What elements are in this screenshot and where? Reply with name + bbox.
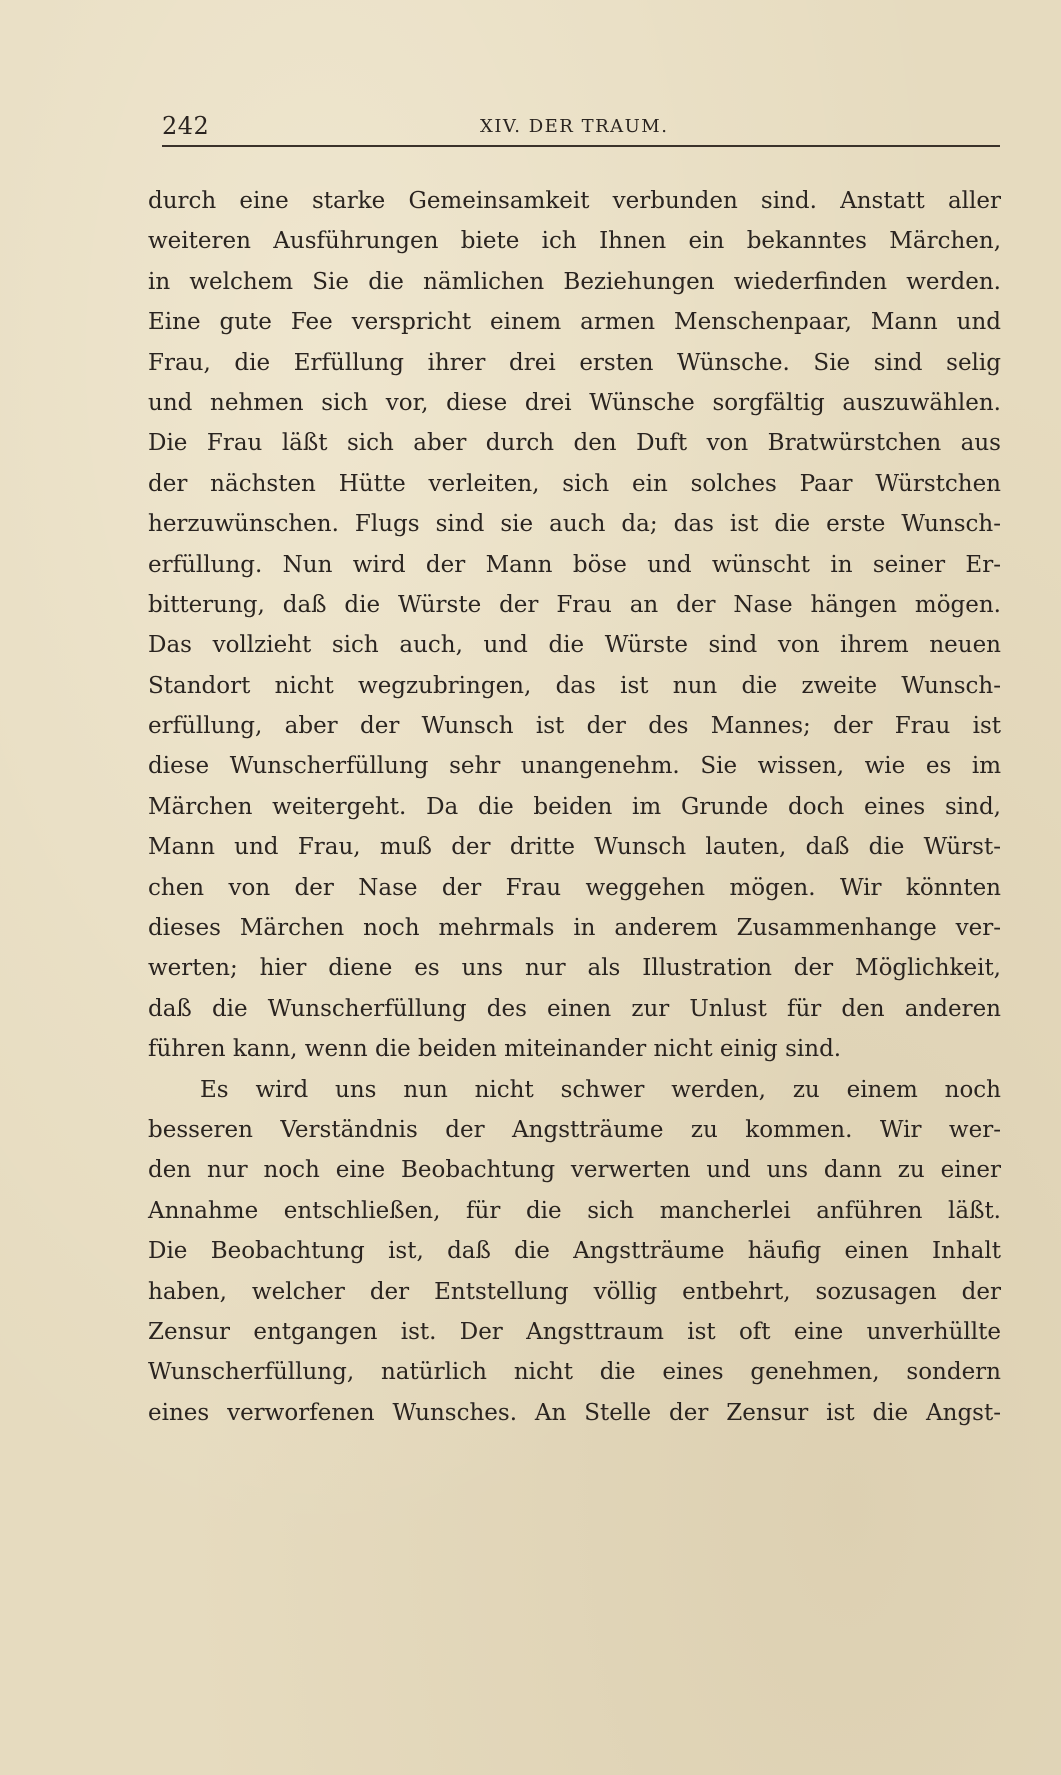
running-head: XIV. DER TRAUM. <box>480 116 669 137</box>
text-line: herzuwünschen. Flugs sind sie auch da; das ist die erste Wunsch- <box>148 511 1001 538</box>
text-line: Das vollzieht sich auch, und die Würste sind von ihrem neuen <box>148 632 1001 659</box>
text-line: Die Frau läßt sich aber durch den Duft von Bratwürstchen aus <box>148 430 1001 457</box>
text-line: in welchem Sie die nämlichen Beziehungen wiederfinden werden. <box>148 268 1001 295</box>
text-line: eines verworfenen Wunsches. An Stelle der Zensur ist die Angst- <box>148 1399 1001 1426</box>
text-line: Die Beobachtung ist, daß die Angstträume häufig einen Inhalt <box>148 1238 1001 1265</box>
text-line: erfüllung. Nun wird der Mann böse und wünscht in seiner Er- <box>148 551 1001 578</box>
paragraph-end-line: führen kann, wenn die beiden miteinander nicht einig sind. <box>148 1036 842 1063</box>
header-rule <box>162 145 1000 147</box>
text-line: durch eine starke Gemeinsamkeit verbunden sind. Anstatt aller <box>148 188 1001 214</box>
text-line: daß die Wunscherfüllung des einen zur Unlust für den anderen <box>148 995 1001 1022</box>
text-line: Zensur entgangen ist. Der Angsttraum ist oft eine unverhüllte <box>148 1318 1001 1345</box>
body-text <box>148 181 1001 1433</box>
text-line: bitterung, daß die Würste der Frau an der Nase hängen mögen. <box>148 591 1001 618</box>
text-line: diese Wunscherfüllung sehr unangenehm. Sie wissen, wie es im <box>148 753 1001 780</box>
text-line: Märchen weitergeht. Da die beiden im Grunde doch eines sind, <box>148 793 1001 820</box>
text-line: Standort nicht wegzubringen, das ist nun die zweite Wunsch- <box>148 672 1001 699</box>
text-line: weiteren Ausführungen biete ich Ihnen ein bekanntes Märchen, <box>148 228 1001 255</box>
text-line: erfüllung, aber der Wunsch ist der des Mannes; der Frau ist <box>148 713 1001 740</box>
page-header <box>162 112 1000 148</box>
text-line: werten; hier diene es uns nur als Illustration der Möglichkeit, <box>148 955 1001 982</box>
text-line: den nur noch eine Beobachtung verwerten und uns dann zu einer <box>148 1157 1001 1184</box>
text-line: dieses Märchen noch mehrmals in anderem Zusammenhange ver- <box>148 915 1001 942</box>
text-line: Frau, die Erfüllung ihrer drei ersten Wünsche. Sie sind selig <box>148 349 1001 376</box>
text-line: besseren Verständnis der Angstträume zu kommen. Wir wer- <box>148 1116 1001 1143</box>
text-line: haben, welcher der Entstellung völlig entbehrt, sozusagen der <box>148 1278 1001 1305</box>
text-line: der nächsten Hütte verleiten, sich ein solches Paar Würstchen <box>148 470 1001 497</box>
text-line: und nehmen sich vor, diese drei Wünsche sorgfältig auszuwählen. <box>148 389 1001 416</box>
text-line: Mann und Frau, muß der dritte Wunsch lauten, daß die Würst- <box>148 834 1001 861</box>
text-line: chen von der Nase der Frau weggehen mögen. Wir könnten <box>148 874 1001 901</box>
text-line: Eine gute Fee verspricht einem armen Menschenpaar, Mann und <box>148 309 1001 336</box>
text-line: Wunscherfüllung, natürlich nicht die eines genehmen, sondern <box>148 1359 1001 1386</box>
page-number: 242 <box>162 112 210 140</box>
paragraph-start-line: Es wird uns nun nicht schwer werden, zu einem noch <box>200 1076 1001 1103</box>
text-line: Annahme entschließen, für die sich mancherlei anführen läßt. <box>148 1197 1001 1224</box>
